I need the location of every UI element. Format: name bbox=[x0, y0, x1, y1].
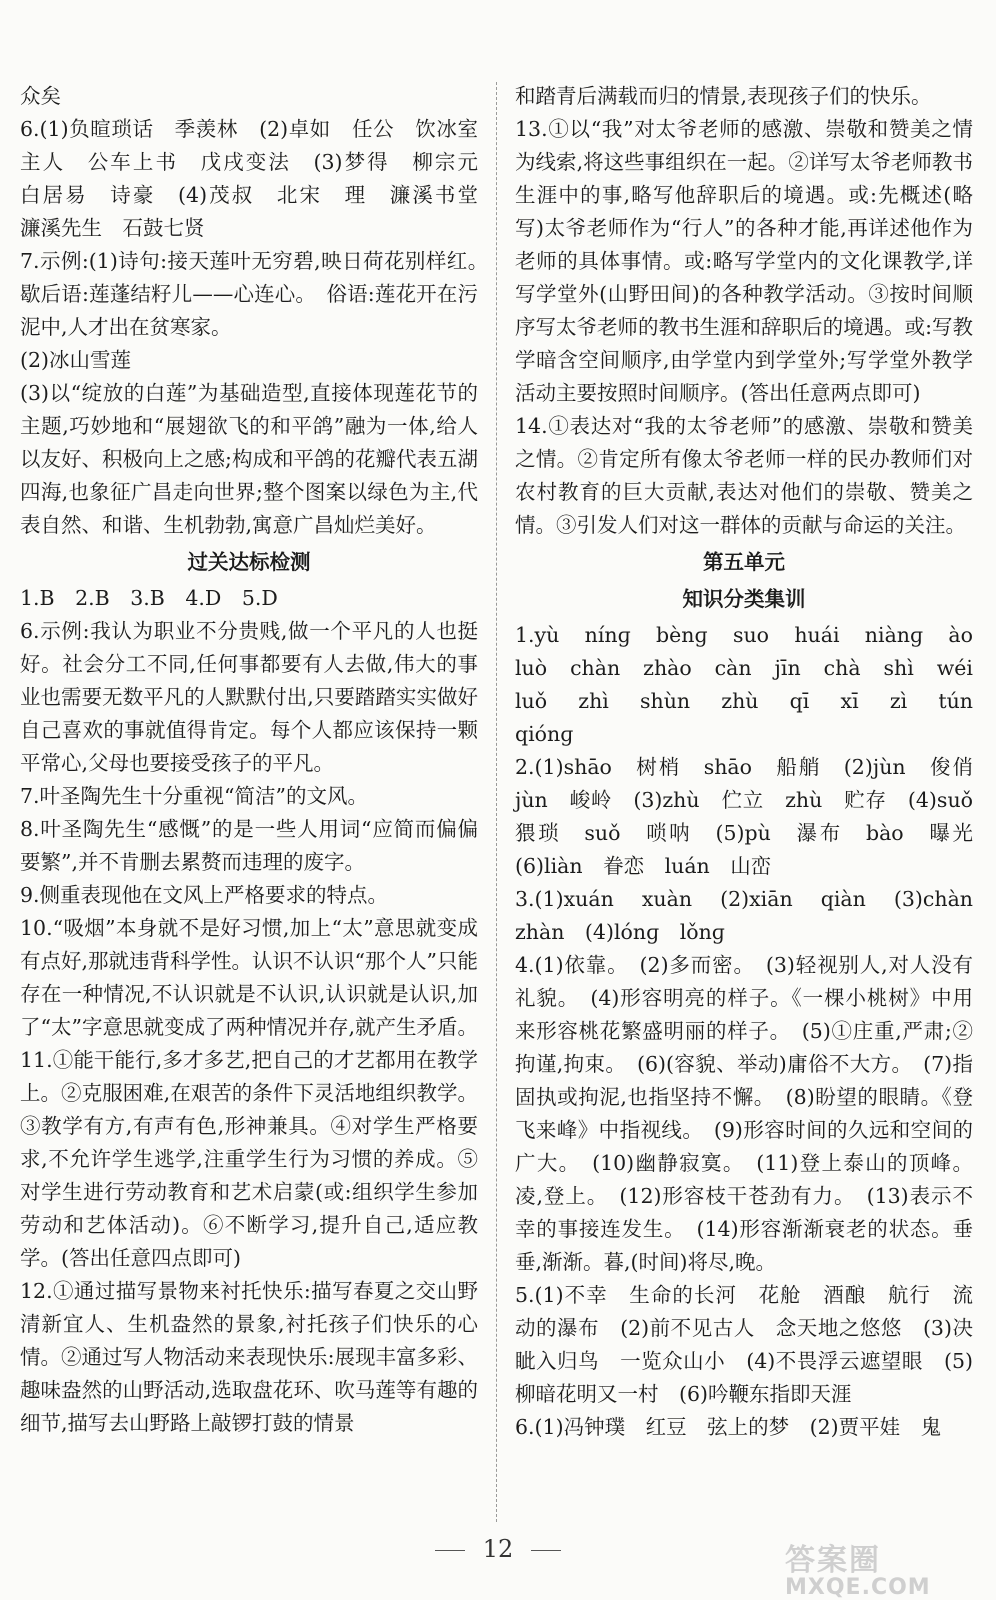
answer-paragraph: 7.叶圣陶先生十分重视“简洁”的文风。 bbox=[20, 784, 369, 808]
right-column bbox=[515, 80, 994, 1444]
left-column bbox=[20, 80, 499, 1440]
answer-paragraph: 6.(1)负暄琐话 季羡林 (2)卓如 任公 饮冰室主人 公车上书 戊戌变法 (3)梦得 柳宗元 白居易 诗豪 (4)茂叔 北宋 理 濂溪书堂 濂溪先生 石鼓七贤 bbox=[20, 117, 499, 240]
watermark-bottom-text: MXQE.COM bbox=[785, 1575, 931, 1600]
answer-paragraph: 4.(1)依靠。 (2)多而密。 (3)轻视别人,对人没有礼貌。 (4)形容明亮的样子。《一棵小桃树》中用来形容桃花繁盛明丽的样子。 (5)①庄重,严肃;②拘谨,拘束。 (6)(容貌、举动)庸俗不大方。 (7)指固执或拘泥,也指坚持不懈。 (8)盼望的眼睛。《登飞来峰》中指视线。 (9)形容时间的久远和空间的广大。 (10)幽静寂寞。 (11)登上泰山的顶峰。凌,登上。 (12)形容枝干苍劲有力。 (13)表示不幸的事接连发生。 (14)形容渐渐衰老的状态。垂垂,渐渐。暮,(时间)将尽,晚。 bbox=[515, 953, 973, 1274]
answer-paragraph: 6.(1)冯钟璞 红豆 弦上的梦 (2)贾平娃 鬼 bbox=[515, 1415, 942, 1439]
answer-paragraph: 8.叶圣陶先生“感慨”的是一些人用词“应简而偏偏要繁”,并不肯删去累赘而违理的废字。 bbox=[20, 817, 478, 874]
answer-paragraph: 众矣 bbox=[20, 84, 61, 108]
section-heading: 第五单元 bbox=[703, 550, 785, 574]
answer-paragraph: (3)以“绽放的白莲”为基础造型,直接体现莲花节的主题,巧妙地和“展翅欲飞的和平鸽”融为一体,给人以友好、积极向上之感;构成和平鸽的花瓣代表五湖四海,也象征广昌走向世界;整个图案以绿色为主,代表自然、和谐、生机勃勃,寓意广昌灿烂美好。 bbox=[20, 381, 478, 537]
answer-paragraph: 11.①能干能行,多才多艺,把自己的才艺都用在教学上。②克服困难,在艰苦的条件下灵活地组织教学。③教学有方,有声有色,形神兼具。④对学生严格要求,不允许学生逃学,注重学生行为习惯的养成。⑤对学生进行劳动教育和艺术启蒙(或:组织学生参加劳动和艺体活动)。⑥不断学习,提升自己,适应教学。(答出任意四点即可) bbox=[20, 1048, 478, 1270]
answer-paragraph: 12.①通过描写景物来衬托快乐:描写春夏之交山野清新宜人、生机盎然的景象,衬托孩子们快乐的心情。②通过写人物活动来表现快乐:展现丰富多彩、趣味盎然的山野活动,选取盘花环、吹马莲等有趣的细节,描写去山野路上敲锣打鼓的情景 bbox=[20, 1279, 478, 1435]
section-heading: 知识分类集训 bbox=[682, 587, 806, 611]
answer-paragraph: 10.“吸烟”本身就不是好习惯,加上“太”意思就变成有点好,那就违背科学性。认识不认识“那个人”只能存在一种情况,不认识就是不认识,认识就是认识,加了“太”字意思就变成了两种情况并存,就产生矛盾。 bbox=[20, 916, 478, 1039]
answer-paragraph: 1.B 2.B 3.B 4.D 5.D bbox=[20, 586, 278, 610]
answer-paragraph: 1.yù nínɡ bènɡ suo huái niànɡ ào luò chàn zhào càn jīn chà shì wéi luǒ zhì shùn zhù qī xī zì tún qiónɡ bbox=[515, 623, 994, 746]
answer-paragraph: 13.①以“我”对太爷老师的感激、崇敬和赞美之情为线索,将这些事组织在一起。②详写太爷老师教书生涯中的事,略写他辞职后的境遇。或:先概述(略写)太爷老师作为“行人”的各种才能,再详述他作为老师的具体事情。或:略写学堂内的文化课教学,详写学堂外(山野田间)的各种教学活动。③按时间顺序写太爷老师的教书生涯和辞职后的境遇。或:写教学暗含空间顺序,由学堂内到学堂外;写学堂外教学活动主要按照时间顺序。(答出任意两点即可) bbox=[515, 117, 973, 405]
page-number: 12 bbox=[482, 1535, 514, 1563]
footer-dash-left bbox=[435, 1550, 465, 1551]
watermark-logo bbox=[785, 1535, 975, 1600]
section-heading: 过关达标检测 bbox=[187, 550, 311, 574]
answer-paragraph: 5.(1)不幸 生命的长河 花舱 酒酿 航行 流动的瀑布 (2)前不见古人 念天地之悠悠 (3)决眦入归鸟 一览众山小 (4)不畏浮云遮望眼 (5)柳暗花明又一村 (6)吟鞭东指即天涯 bbox=[515, 1283, 973, 1406]
answer-paragraph: 和踏青后满载而归的情景,表现孩子们的快乐。 bbox=[515, 84, 932, 108]
answer-paragraph: 3.(1)xuán xuàn (2)xiān qiàn (3)chàn zhàn (4)lónɡ lǒnɡ bbox=[515, 887, 994, 944]
answer-paragraph: 9.侧重表现他在文风上严格要求的特点。 bbox=[20, 883, 389, 907]
answer-paragraph: 7.示例:(1)诗句:接天莲叶无穷碧,映日荷花别样红。 歇后语:莲蓬结籽儿——心连心。 俗语:莲花开在污泥中,人才出在贫寒家。 bbox=[20, 249, 499, 339]
answer-paragraph: 2.(1)shāo 树梢 shāo 船艄 (2)jùn 俊俏 jùn 峻岭 (3)zhù 伫立 zhù 贮存 (4)suǒ 猥琐 suǒ 唢呐 (5)pù 瀑布 bào 曝光 (6)liàn 眷恋 luán 山峦 bbox=[515, 755, 994, 878]
answer-paragraph: 6.示例:我认为职业不分贵贱,做一个平凡的人也挺好。社会分工不同,任何事都要有人去做,伟大的事业也需要无数平凡的人默默付出,只要踏踏实实做好自己喜欢的事就值得肯定。每个人都应该保持一颗平常心,父母也要接受孩子的平凡。 bbox=[20, 619, 478, 775]
column-divider bbox=[496, 82, 497, 1522]
watermark-top-text: 答案圈 bbox=[785, 1543, 881, 1578]
answer-paragraph: (2)冰山雪莲 bbox=[20, 348, 132, 372]
answer-paragraph: 14.①表达对“我的太爷老师”的感激、崇敬和赞美之情。②肯定所有像太爷老师一样的民办教师们对农村教育的巨大贡献,表达对他们的崇敬、赞美之情。③引发人们对这一群体的贡献与命运的关注。 bbox=[515, 414, 973, 537]
footer-dash-right bbox=[531, 1550, 561, 1551]
